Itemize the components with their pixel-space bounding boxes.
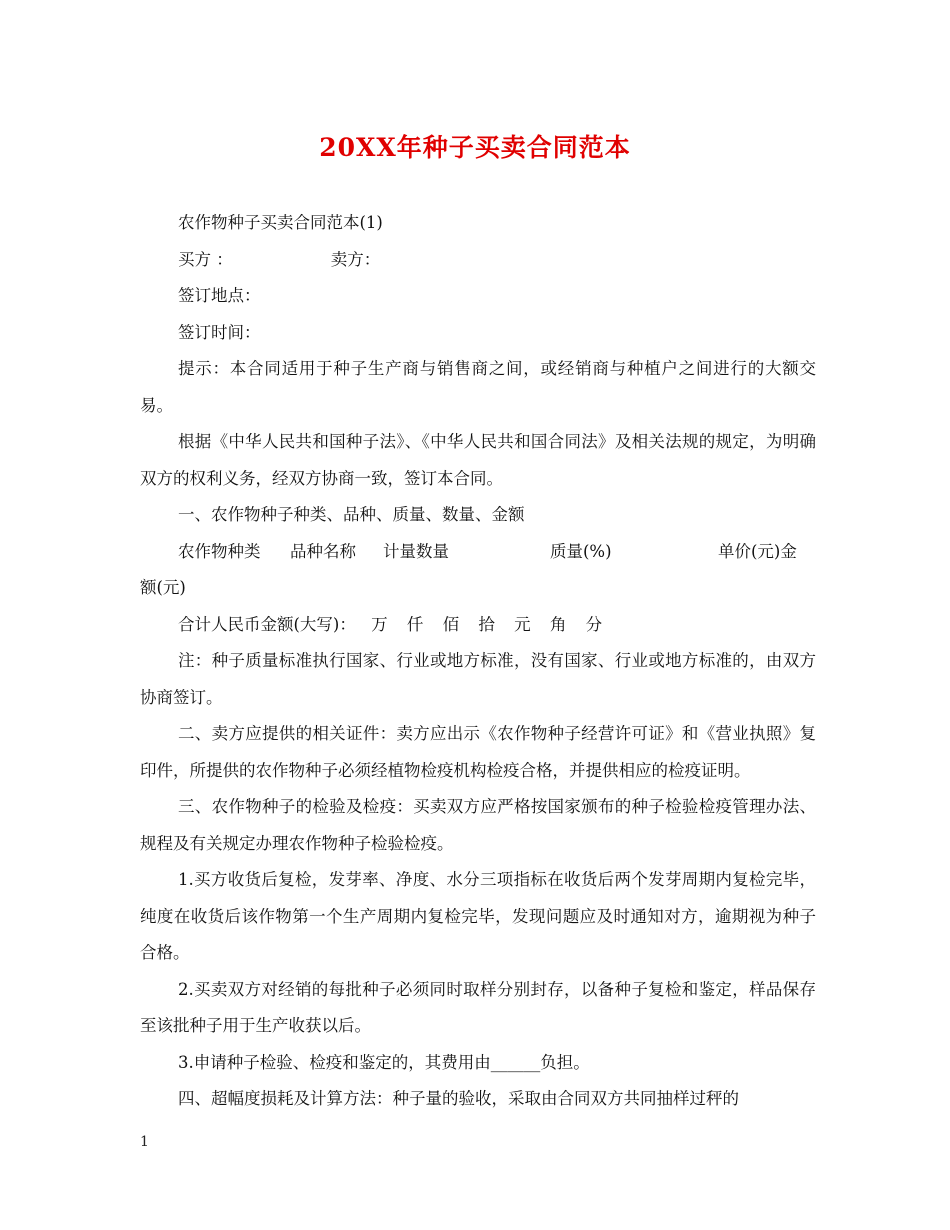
- item-2-paragraph: 2.买卖双方对经销的每批种子必须同时取样分别封存，以备种子复检和鉴定，样品保存至该批种子用于生产收获以后。: [140, 979, 816, 1035]
- table-header-row: [140, 534, 816, 571]
- section-3-paragraph: 三、农作物种子的检验及检疫：买卖双方应严格按国家颁布的种子检验检疫管理办法、规程及有关规定办理农作物种子检验检疫。: [140, 797, 816, 853]
- total-amount-line: [140, 607, 816, 644]
- amount-unit: 拾: [478, 614, 495, 634]
- basis-paragraph: 根据《中华人民共和国种子法》、《中华人民共和国合同法》及相关法规的规定，为明确双方的权利义务，经双方协商一致，签订本合同。: [140, 432, 816, 488]
- item-1-paragraph: 1.买方收货后复检，发芽率、净度、水分三项指标在收货后两个发芽周期内复检完毕，纯度在收货后该作物第一个生产周期内复检完毕，发现问题应及时通知对方，逾期视为种子合格。: [140, 870, 816, 962]
- sign-place-label: 签订地点：: [178, 286, 261, 305]
- tip-paragraph: 提示：本合同适用于种子生产商与销售商之间，或经销商与种植户之间进行的大额交易。: [140, 359, 816, 415]
- amount-unit: 角: [549, 614, 567, 634]
- section-2-paragraph: 二、卖方应提供的相关证件：卖方应出示《农作物种子经营许可证》和《营业执照》复印件，所提供的农作物种子必须经植物检疫机构检疫合格，并提供相应的检疫证明。: [140, 724, 816, 780]
- amount-unit: 佰: [442, 614, 460, 634]
- table-header-cell: 计量数量: [383, 541, 449, 561]
- document-body: [140, 205, 816, 1118]
- sign-time-label: 签订时间：: [178, 322, 261, 342]
- table-header-continuation: 额(元): [140, 578, 186, 597]
- section-4-paragraph: 四、超幅度损耗及计算方法：种子量的验收，采取由合同双方共同抽样过秤的: [178, 1089, 739, 1108]
- amount-unit: 分: [585, 614, 603, 634]
- amount-unit: 万: [371, 614, 388, 634]
- table-header-cell: 质量(%): [550, 541, 612, 561]
- table-header-cell: 农作物种类: [178, 541, 261, 561]
- item-3-paragraph: 3.申请种子检验、检疫和鉴定的，其费用由______负担。: [178, 1052, 590, 1072]
- amount-unit: 元: [514, 614, 531, 634]
- table-header-cell: 品种名称: [290, 541, 356, 561]
- parties-line: [140, 242, 816, 279]
- seller-label: 卖方：: [330, 249, 381, 269]
- buyer-label: 买方 ：: [178, 249, 233, 269]
- amount-unit: 仟: [406, 614, 424, 634]
- page-number: 1: [140, 1134, 149, 1150]
- total-amount-label: 合计人民币金额(大写)：: [178, 614, 356, 634]
- section-1-heading: 一、农作物种子种类、品种、质量、数量、金额: [178, 505, 525, 524]
- note-paragraph: 注：种子质量标准执行国家、行业或地方标准，没有国家、行业或地方标准的，由双方协商签订。: [140, 651, 816, 707]
- table-header-cell: 单价(元)金: [718, 541, 797, 561]
- contract-subtitle: 农作物种子买卖合同范本(1): [178, 213, 383, 232]
- document-title: 20XX年种子买卖合同范本: [319, 133, 631, 162]
